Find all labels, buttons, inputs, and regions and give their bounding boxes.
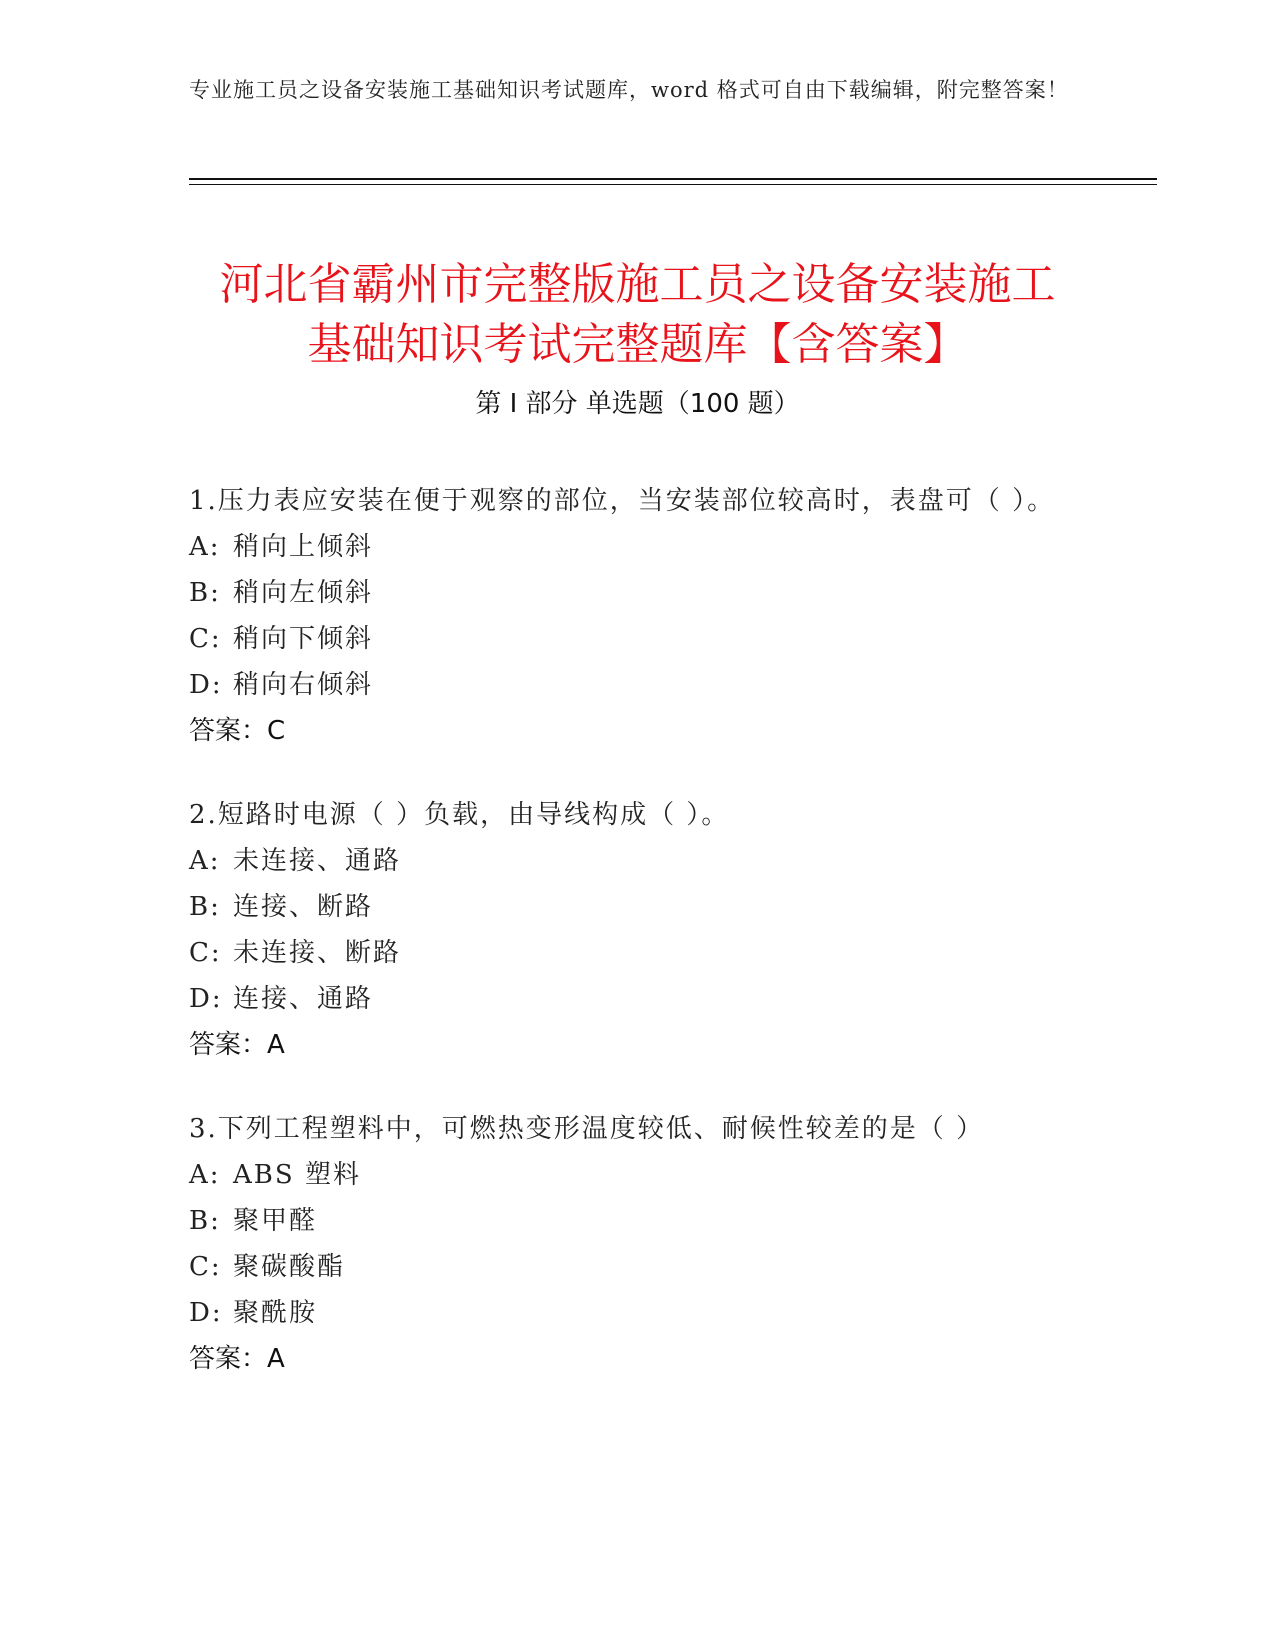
question-option [189,1244,1089,1290]
option-key: D: [189,984,223,1014]
question-option [189,662,1089,708]
question-option [189,1198,1089,1244]
question-option [189,884,1089,930]
question-option [189,616,1089,662]
option-key: B: [189,1206,221,1236]
question-stem: 2.短路时电源（ ）负载，由导线构成（ ）。 [189,800,730,830]
question-list [189,478,1089,1420]
option-text: ABS 塑料 [233,1160,361,1190]
question-option [189,1290,1089,1336]
option-text: 稍向左倾斜 [233,578,374,608]
header-divider-thin [189,184,1157,185]
section-heading: 第 I 部分 单选题（100 题） [475,389,800,419]
question-answer: 答案：A [189,1030,285,1060]
question-item [189,478,1089,754]
question-answer: 答案：A [189,1344,285,1374]
question-answer: 答案：C [189,716,286,746]
option-text: 稍向下倾斜 [233,624,374,654]
document-title-line1: 河北省霸州市完整版施工员之设备安装施工 [219,259,1056,311]
option-key: A: [189,846,221,876]
option-key: B: [189,578,221,608]
option-text: 聚甲醛 [233,1206,318,1236]
option-text: 稍向上倾斜 [233,532,374,562]
option-key: C: [189,1252,222,1282]
header-divider-thick [189,178,1157,180]
option-text: 聚酰胺 [233,1298,318,1328]
option-key: C: [189,624,222,654]
option-key: B: [189,892,221,922]
question-option [189,570,1089,616]
option-key: C: [189,938,222,968]
option-key: A: [189,1160,221,1190]
question-stem: 1.压力表应安装在便于观察的部位，当安装部位较高时，表盘可（ ）。 [189,486,1056,516]
document-title [150,255,1125,375]
question-option [189,930,1089,976]
option-text: 稍向右倾斜 [233,670,374,700]
header-note: 专业施工员之设备安装施工基础知识考试题库，word 格式可自由下载编辑，附完整答案！ [189,78,1069,102]
option-text: 未连接、断路 [233,938,402,968]
question-item [189,792,1089,1068]
document-title-line2: 基础知识考试完整题库【含答案】 [307,319,968,371]
option-key: D: [189,670,223,700]
question-option [189,524,1089,570]
option-key: A: [189,532,221,562]
question-option [189,976,1089,1022]
option-text: 连接、断路 [233,892,374,922]
option-text: 未连接、通路 [233,846,402,876]
question-item [189,1106,1089,1382]
question-option [189,1152,1089,1198]
question-stem: 3.下列工程塑料中，可燃热变形温度较低、耐候性较差的是（ ） [189,1114,985,1144]
option-key: D: [189,1298,223,1328]
question-option [189,838,1089,884]
option-text: 聚碳酸酯 [233,1252,346,1282]
option-text: 连接、通路 [233,984,374,1014]
